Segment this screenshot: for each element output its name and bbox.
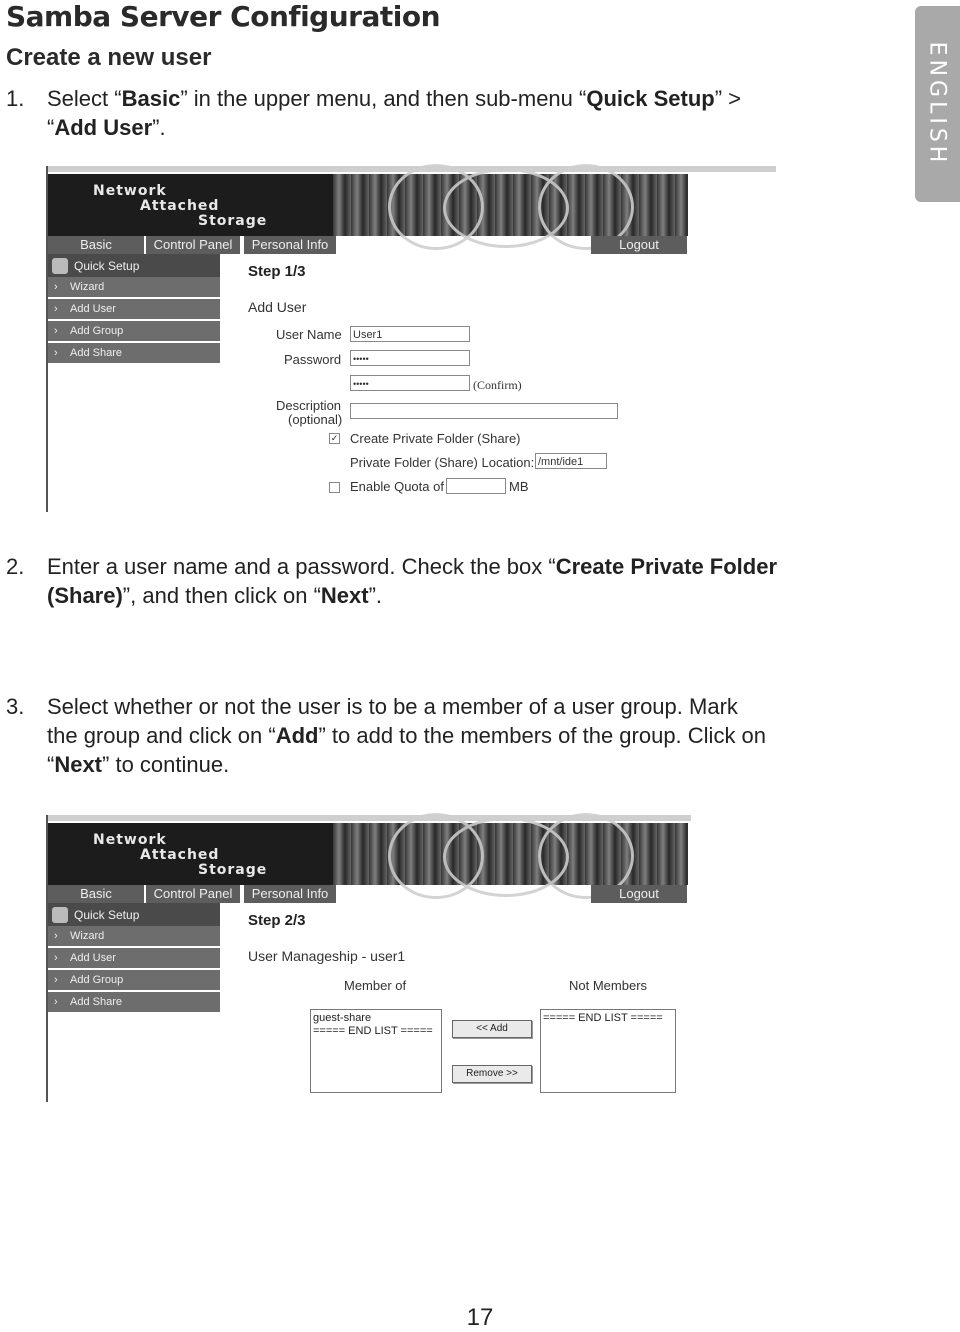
menu-basic[interactable]: Basic <box>48 885 144 903</box>
menu-personal-info[interactable]: Personal Info <box>244 885 336 903</box>
chevron-right-icon: › <box>54 347 58 359</box>
sidebar-item-add-user[interactable]: › Add User <box>48 948 220 968</box>
quota-checkbox[interactable] <box>329 482 340 493</box>
page-number: 17 <box>466 1304 494 1331</box>
sidebar-item-wizard[interactable]: › Wizard <box>48 277 220 297</box>
add-button[interactable]: << Add <box>452 1020 532 1038</box>
step-number: 3. <box>6 694 25 719</box>
section-subtitle: Create a new user <box>6 44 212 71</box>
sidebar-item-add-user[interactable]: › Add User <box>48 299 220 319</box>
nas-screenshot-user-group <box>46 815 776 1102</box>
nas-banner: Network Attached Storage <box>48 823 688 885</box>
location-input[interactable]: /mnt/ide1 <box>535 453 607 469</box>
form-heading: Add User <box>248 299 307 315</box>
chevron-right-icon: › <box>54 303 58 315</box>
language-tab <box>915 6 960 202</box>
password-input[interactable]: ••••• <box>350 350 470 366</box>
menu-basic[interactable]: Basic <box>48 236 144 254</box>
logout-button[interactable]: Logout <box>591 885 687 903</box>
list-item[interactable]: guest-share <box>313 1012 372 1024</box>
menu-control-panel[interactable]: Control Panel <box>146 885 240 903</box>
quota-input[interactable] <box>446 478 506 494</box>
banner-art <box>333 823 688 885</box>
sidebar-quick-setup[interactable]: Quick Setup <box>48 254 220 278</box>
menu-control-panel[interactable]: Control Panel <box>146 236 240 254</box>
quota-label: Enable Quota of <box>350 479 444 494</box>
step-3 <box>6 692 906 782</box>
chevron-right-icon: › <box>54 325 58 337</box>
chevron-right-icon: › <box>54 996 58 1008</box>
remove-button[interactable]: Remove >> <box>452 1065 532 1083</box>
quick-setup-icon <box>52 258 68 274</box>
sidebar-item-add-group[interactable]: › Add Group <box>48 970 220 990</box>
not-members-list[interactable] <box>540 1009 676 1093</box>
list-item[interactable]: ===== END LIST ===== <box>313 1025 433 1037</box>
sidebar-item-add-group[interactable]: › Add Group <box>48 321 220 341</box>
chevron-right-icon: › <box>54 974 58 986</box>
quota-unit: MB <box>509 479 529 494</box>
step-indicator: Step 2/3 <box>248 912 306 929</box>
sidebar-quick-setup[interactable]: Quick Setup <box>48 903 220 927</box>
step-text: Select “Basic” in the upper menu, and then sub-menu “Quick Setup” > “Add User”. <box>47 86 741 140</box>
user-name-input[interactable]: User1 <box>350 326 470 342</box>
menu-personal-info[interactable]: Personal Info <box>244 236 336 254</box>
language-tab-label: ENGLISH <box>924 41 950 167</box>
step-2 <box>6 552 906 612</box>
sidebar-item-add-share[interactable]: › Add Share <box>48 343 220 363</box>
logout-button[interactable]: Logout <box>591 236 687 254</box>
sidebar-item-add-share[interactable]: › Add Share <box>48 992 220 1012</box>
step-text: Enter a user name and a password. Check the box “Create Private Folder (Share)”, and then click on “Next”. <box>47 554 778 608</box>
nas-banner: Network Attached Storage <box>48 174 688 236</box>
description-input[interactable] <box>350 403 618 419</box>
step-text: Select whether or not the user is to be a member of a user group. Mark the group and click on “Add” to add to the members of the group. Click on “Next” to continue. <box>47 694 767 777</box>
password-label: Password <box>284 352 342 367</box>
step-number: 1. <box>6 86 25 111</box>
location-label: Private Folder (Share) Location: <box>350 455 535 470</box>
page-title: Samba Server Configuration <box>6 0 441 33</box>
step-number: 2. <box>6 554 25 579</box>
description-optional-label: (optional) <box>288 412 343 427</box>
chevron-right-icon: › <box>54 930 58 942</box>
quick-setup-icon <box>52 907 68 923</box>
member-of-list[interactable] <box>310 1009 442 1093</box>
not-members-label: Not Members <box>569 978 648 993</box>
member-of-label: Member of <box>344 978 407 993</box>
create-folder-label: Create Private Folder (Share) <box>350 431 521 446</box>
step-1 <box>6 84 906 144</box>
chevron-right-icon: › <box>54 952 58 964</box>
confirm-password-input[interactable]: ••••• <box>350 375 470 391</box>
description-label: Description <box>276 398 342 413</box>
chevron-right-icon: › <box>54 281 58 293</box>
create-folder-checkbox[interactable]: ✓ <box>330 433 339 443</box>
step-indicator: Step 1/3 <box>248 263 306 280</box>
form-heading: User Manageship - user1 <box>248 948 406 964</box>
list-item[interactable]: ===== END LIST ===== <box>543 1012 663 1024</box>
banner-art <box>333 174 688 236</box>
confirm-label: (Confirm) <box>473 378 522 392</box>
nas-screenshot-add-user <box>46 166 776 512</box>
sidebar-item-wizard[interactable]: › Wizard <box>48 926 220 946</box>
user-name-label: User Name <box>276 327 342 342</box>
